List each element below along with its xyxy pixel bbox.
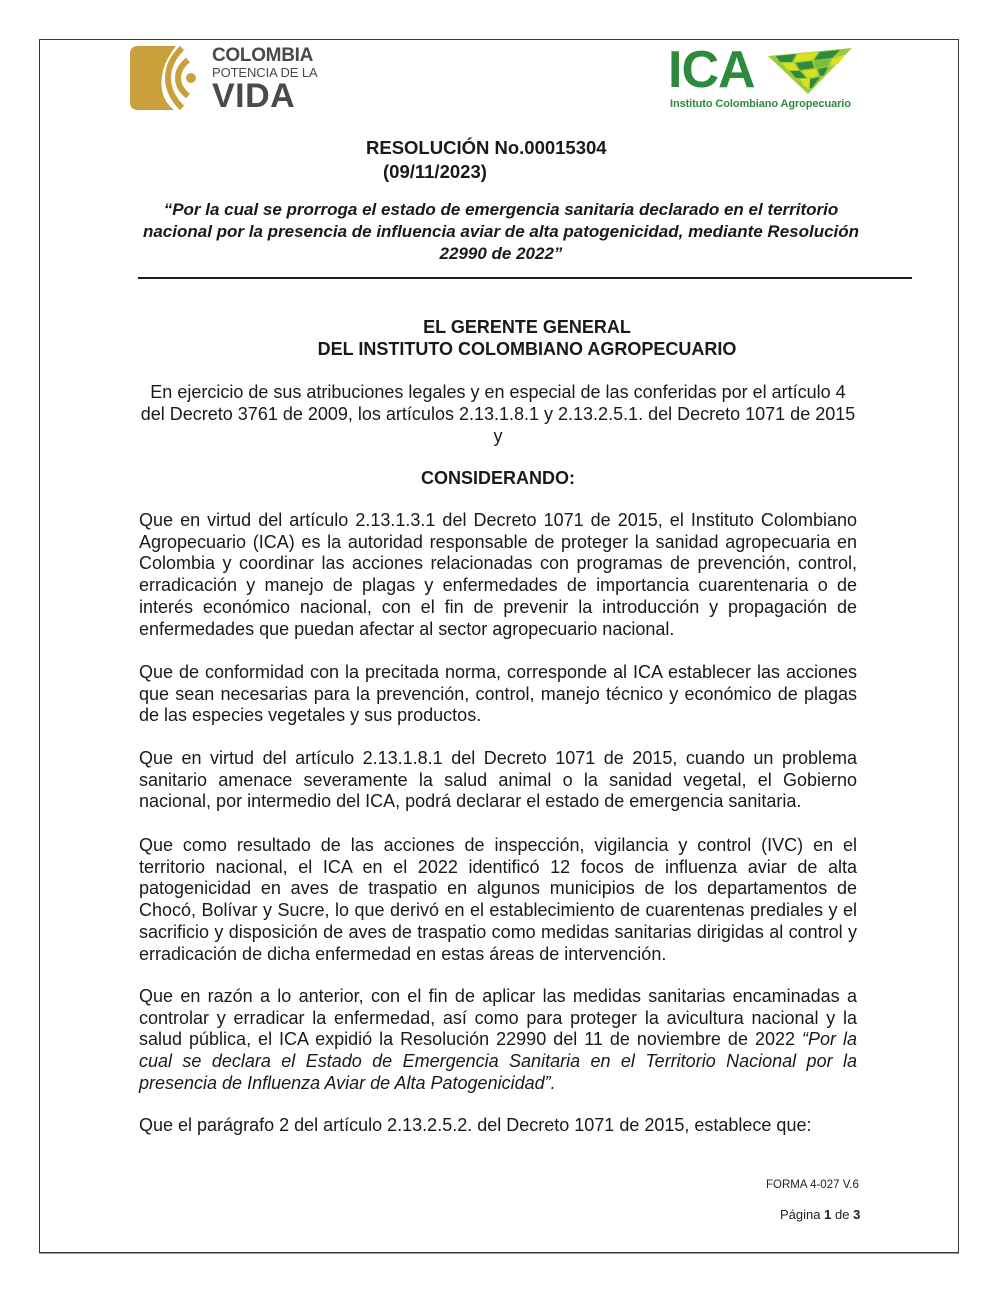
colombia-signal-mark-icon bbox=[130, 46, 196, 110]
considerando-paragraph-3: Que en virtud del artículo 2.13.1.8.1 del Decreto 1071 de 2015, cuando un problema sanitario amenace severamente la salud animal o la sanidad vegetal, el Gobierno nacional, por intermedio del ICA, podrá declarar el estado de emergencia sanitaria. bbox=[139, 748, 857, 812]
logo-line-vida: VIDA bbox=[212, 77, 296, 115]
paragraph-5-text: Que en razón a lo anterior, con el fin de aplicar las medidas sanitarias encaminadas a controlar y erradicar la enfermedad, así como para proteger la avicultura nacional y la salud pública, el ICA expidió la Resolución 22990 del 11 de noviembre de 2022 bbox=[139, 986, 857, 1050]
page-indicator bbox=[780, 1207, 860, 1222]
paragraph-5-quoted-title: “Por la cual se declara el Estado de Emergencia Sanitaria en el Territorio Nacional por la presencia de Influenza Aviar de Alta Patogenicidad”. bbox=[139, 1029, 857, 1093]
ica-full-name: Instituto Colombiano Agropecuario bbox=[670, 98, 851, 110]
considerando-paragraph-1: Que en virtud del artículo 2.13.1.3.1 del Decreto 1071 de 2015, el Instituto Colombiano Agropecuario (ICA) es la autoridad responsable de proteger la sanidad agropecuaria en Colombia y coordinar las acciones relacionadas con programas de prevención, control, erradicación y manejo de plagas y enfermedades de importancia cuarentenaria o de interés económico nacional, con el fin de prevenir la introducción y propagación de enfermedades que puedan afectar al sector agropecuario nacional. bbox=[139, 510, 857, 639]
colombia-potencia-de-la-vida-logo bbox=[130, 45, 320, 115]
resolution-number: RESOLUCIÓN No.00015304 bbox=[366, 137, 607, 158]
considerando-paragraph-2: Que de conformidad con la precitada norma, corresponde al ICA establecer las acciones que sean necesarias para la prevención, control, manejo técnico y económico de plagas de las especies vegetales y sus productos. bbox=[139, 662, 857, 726]
ica-field-mark-icon bbox=[768, 48, 852, 94]
page-current: 1 bbox=[824, 1207, 832, 1222]
issuing-authority bbox=[138, 316, 916, 360]
resolution-date: (09/11/2023) bbox=[383, 161, 487, 182]
title-divider bbox=[138, 277, 912, 279]
logo-line-potencia: POTENCIA DE LA bbox=[212, 65, 318, 80]
considerando-paragraph-6: Que el parágrafo 2 del artículo 2.13.2.5.2. del Decreto 1071 de 2015, establece que: bbox=[139, 1115, 812, 1135]
ica-logo bbox=[668, 41, 858, 116]
considerando-paragraph-4: Que como resultado de las acciones de inspección, vigilancia y control (IVC) en el territorio nacional, el ICA en el 2022 identificó 12 focos de influenza aviar de alta patogenicidad en aves de traspatio en algunos municipios de los departamentos de Chocó, Bolívar y Sucre, lo que derivó en el establecimiento de cuarentenas prediales y el sacrificio y disposición de aves de traspatio como medidas sanitarias dirigidas al control y erradicación de dicha enfermedad en estas áreas de intervención. bbox=[139, 835, 857, 964]
ica-acronym: ICA bbox=[668, 41, 755, 99]
authority-line-2: DEL INSTITUTO COLOMBIANO AGROPECUARIO bbox=[317, 339, 737, 359]
logo-line-colombia: COLOMBIA bbox=[212, 45, 314, 66]
page-total: 3 bbox=[853, 1207, 861, 1222]
resolution-subtitle: “Por la cual se prorroga el estado de emergencia sanitaria declarado en el territorio nacional por la presencia de influencia aviar de alta patogenicidad, mediante Resolución 22990 de 2022” bbox=[142, 200, 860, 263]
page-separator: de bbox=[834, 1207, 850, 1222]
considerando-paragraph-5 bbox=[139, 986, 857, 1095]
authority-line-1: EL GERENTE GENERAL bbox=[423, 317, 631, 337]
considerando-heading: CONSIDERANDO: bbox=[420, 468, 575, 488]
form-code: FORMA 4-027 V.6 bbox=[766, 1179, 859, 1191]
preamble-paragraph: En ejercicio de sus atribuciones legales y en especial de las conferidas por el artículo 4 del Decreto 3761 de 2009, los artículos 2.13.1.8.1 y 2.13.2.5.1. del Decreto 1071 de 2015 y bbox=[140, 382, 856, 446]
page-label: Página bbox=[780, 1207, 821, 1222]
